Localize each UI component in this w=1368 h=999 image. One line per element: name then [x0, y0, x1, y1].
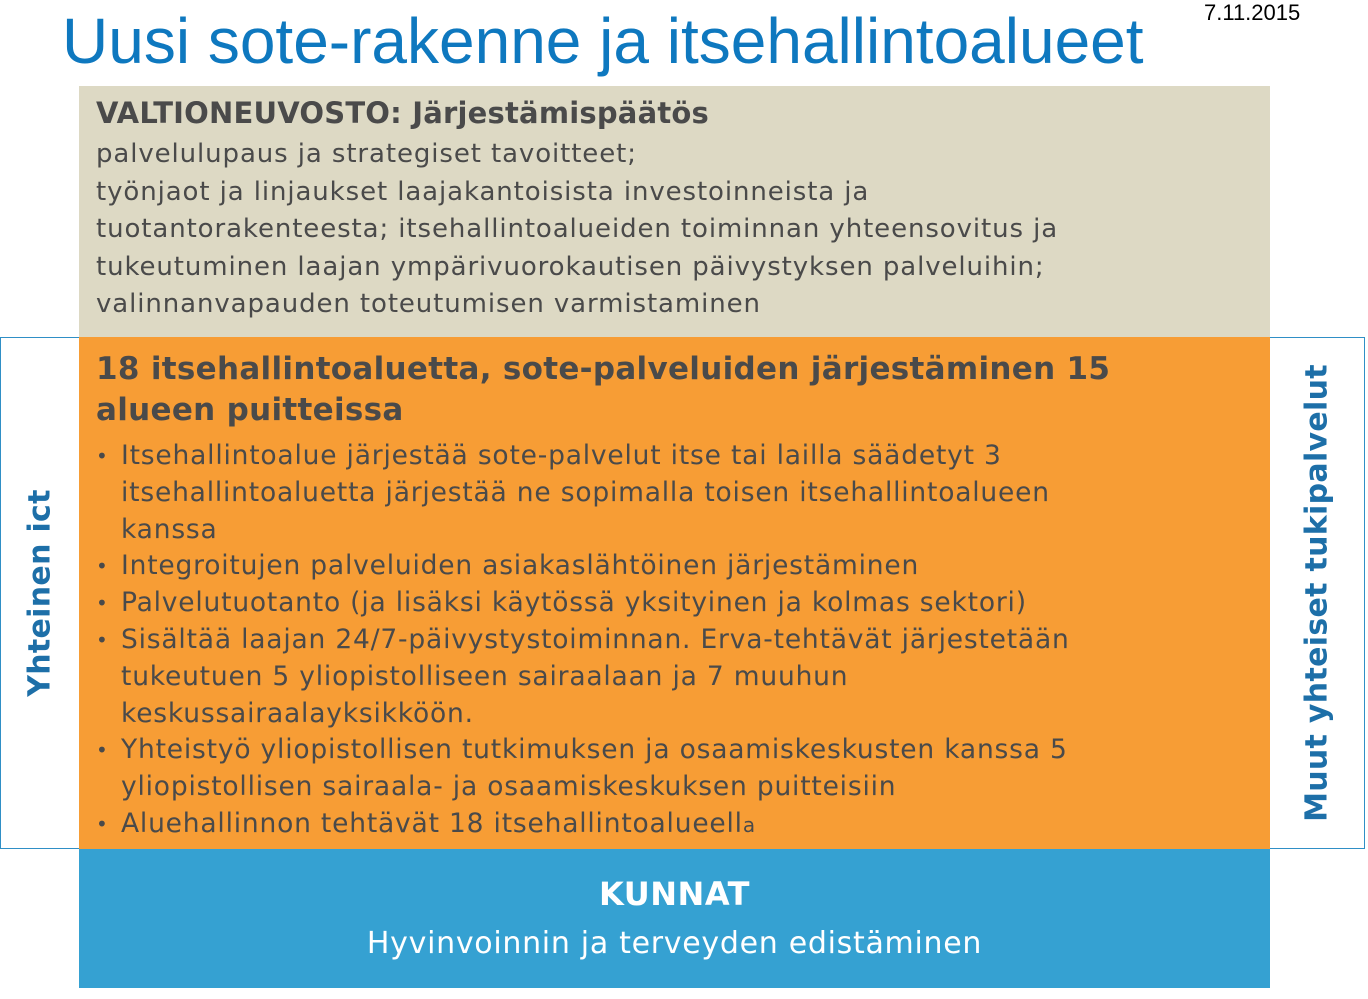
bullet-icon: • — [96, 738, 109, 763]
list-item — [96, 548, 1253, 585]
valtioneuvosto-line: tuotantorakenteesta; itsehallintoalueiden toiminnan yhteensovitus ja — [96, 214, 1059, 244]
valtioneuvosto-line: palvelulupaus ja strategiset tavoitteet; — [96, 139, 637, 169]
bullet-icon: • — [96, 444, 109, 468]
date-label: 7.11.2015 — [1204, 0, 1301, 25]
valtioneuvosto-heading: VALTIONEUVOSTO: Järjestämispäätös — [96, 96, 709, 130]
bullet-icon: • — [96, 554, 109, 579]
list-item-line: keskussairaalayksikköön. — [121, 697, 474, 729]
kunnat-subtitle: Hyvinvoinnin ja terveyden edistäminen — [366, 926, 983, 961]
valtioneuvosto-body — [96, 136, 1253, 324]
list-item-line: Itsehallintoalue järjestää sote-palvelut itse tai lailla säädetyt 3 — [121, 440, 1002, 471]
list-item — [96, 806, 1253, 844]
itsehallintoalue-list — [96, 438, 1253, 844]
valtioneuvosto-line: tukeutuminen laajan ympärivuorokautisen päivystyksen palveluihin; — [96, 251, 1045, 282]
itsehallintoalue-box — [79, 337, 1270, 849]
list-item-line — [121, 806, 1253, 844]
valtioneuvosto-line: työnjaot ja linjaukset laajakantoisista investoinneista ja — [96, 176, 870, 207]
list-item-line: Integroitujen palveluiden asiakaslähtöinen järjestäminen — [121, 550, 920, 582]
heading-line: 18 itsehallintoaluetta, sote-palveluiden järjestäminen 15 — [96, 351, 1111, 387]
list-item-line: yliopistollisen sairaala- ja osaamiskeskuksen puitteisiin — [121, 771, 897, 803]
list-item-line: kanssa — [121, 513, 218, 545]
kunnat-box — [79, 849, 1270, 988]
yhteinen-ict-label: Yhteinen ict — [22, 489, 58, 697]
list-item — [96, 438, 1253, 548]
list-item — [96, 585, 1253, 622]
list-item-line: tukeutuen 5 yliopistolliseen sairaalaan ja 7 muuhun — [121, 660, 849, 692]
heading-line: alueen puitteissa — [96, 392, 404, 428]
kunnat-heading: KUNNAT — [599, 875, 750, 913]
list-item-line: Sisältää laajan 24/7-päivystystoiminnan. Erva-tehtävät järjestetään — [121, 623, 1070, 655]
yhteinen-ict-panel — [0, 337, 80, 849]
list-item-text: Aluehallinnon tehtävät 18 itsehallintoalueell — [121, 807, 743, 839]
bullet-icon: • — [96, 591, 109, 616]
bullet-icon: • — [96, 811, 109, 836]
list-item-line: itsehallintoaluetta järjestää ne sopimalla toisen itsehallintoalueen — [121, 476, 1050, 508]
valtioneuvosto-box — [79, 86, 1270, 337]
page-title: Uusi sote-rakenne ja itsehallintoalueet — [62, 5, 1144, 77]
valtioneuvosto-line: valinnanvapauden toteutumisen varmistaminen — [96, 289, 761, 319]
list-item-text-tail: a — [742, 812, 756, 837]
list-item-line: Yhteistyö yliopistollisen tutkimuksen ja osaamiskeskusten kanssa 5 — [121, 734, 1068, 766]
list-item — [96, 622, 1253, 732]
tukipalvelut-panel — [1269, 337, 1365, 849]
list-item — [96, 732, 1253, 806]
list-item-line: Palvelutuotanto (ja lisäksi käytössä yksityinen ja kolmas sektori) — [121, 587, 1027, 619]
bullet-icon: • — [96, 627, 109, 652]
itsehallintoalue-heading — [96, 349, 1253, 431]
tukipalvelut-label: Muut yhteiset tukipalvelut — [1299, 364, 1335, 822]
